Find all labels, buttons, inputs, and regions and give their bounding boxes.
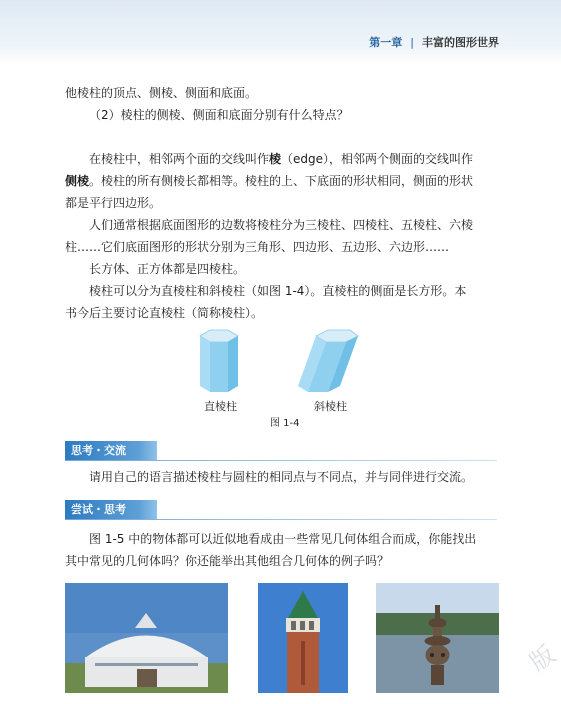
para1-line1 [65,148,505,170]
section-think-rule [65,460,497,461]
photo-stone-pagoda [376,583,499,693]
section-try-line2: 其中常见的几何体吗？你还能举出其他组合几何体的例子吗？ [65,554,390,568]
photo-bell-tower [258,583,348,693]
para2-line1: 人们通常根据底面图形的边数将棱柱分为三棱柱、四棱柱、五棱柱、六棱 [89,218,474,232]
term-edge: 棱 [269,152,282,166]
para1-line3: 都是平行四边形。 [65,196,162,210]
term-side-edge: 侧棱 [65,174,90,188]
para4-line2: 书今后主要讨论直棱柱（简称棱柱）。 [65,306,264,320]
section-try-rule [65,519,497,520]
para4-line1: 棱柱可以分为直棱柱和斜棱柱（如图 1-4）。直棱柱的侧面是长方形。本 [89,284,467,298]
chapter-heading [369,34,499,50]
chapter-label: 第一章 [369,36,403,49]
prism-figure [188,328,368,398]
para1-part-c: 。棱柱的所有侧棱长都相等。棱柱的上、下底面的形状相同，侧面的形状 [89,174,474,188]
right-prism-shape [200,330,238,392]
photo-yurt [65,583,228,693]
label-oblique-prism: 斜棱柱 [314,400,347,413]
figure-caption: 图 1-4 [270,418,300,429]
question-2: （2）棱柱的侧棱、侧面和底面分别有什么特点？ [89,108,349,122]
section-think-text: 请用自己的语言描述棱柱与圆柱的相同点与不同点，并与同伴进行交流。 [89,470,474,484]
oblique-prism-shape [298,330,358,392]
section-think-title: 思考・交流 [65,441,157,461]
para3: 长方体、正方体都是四棱柱。 [89,262,246,276]
para1-part-b: （edge），相邻两个侧面的交线叫作 [281,152,474,166]
label-right-prism: 直棱柱 [204,400,237,413]
para1-part-a: 在棱柱中，相邻两个面的交线叫作 [89,152,270,166]
para2-line2: 柱……它们底面图形的形状分别为三角形、四边形、五边形、六边形…… [65,240,450,254]
header-separator: | [410,35,414,49]
watermark: 版 [524,640,561,677]
chapter-topic: 丰富的图形世界 [422,36,499,49]
page-header [0,0,561,64]
para1-line2 [65,170,505,192]
text-line-1: 他棱柱的顶点、侧棱、侧面和底面。 [65,86,258,100]
section-try-line1: 图 1-5 中的物体都可以近似地看成由一些常见几何体组合而成，你能找出 [89,532,477,546]
section-try-title: 尝试・思考 [65,500,157,520]
